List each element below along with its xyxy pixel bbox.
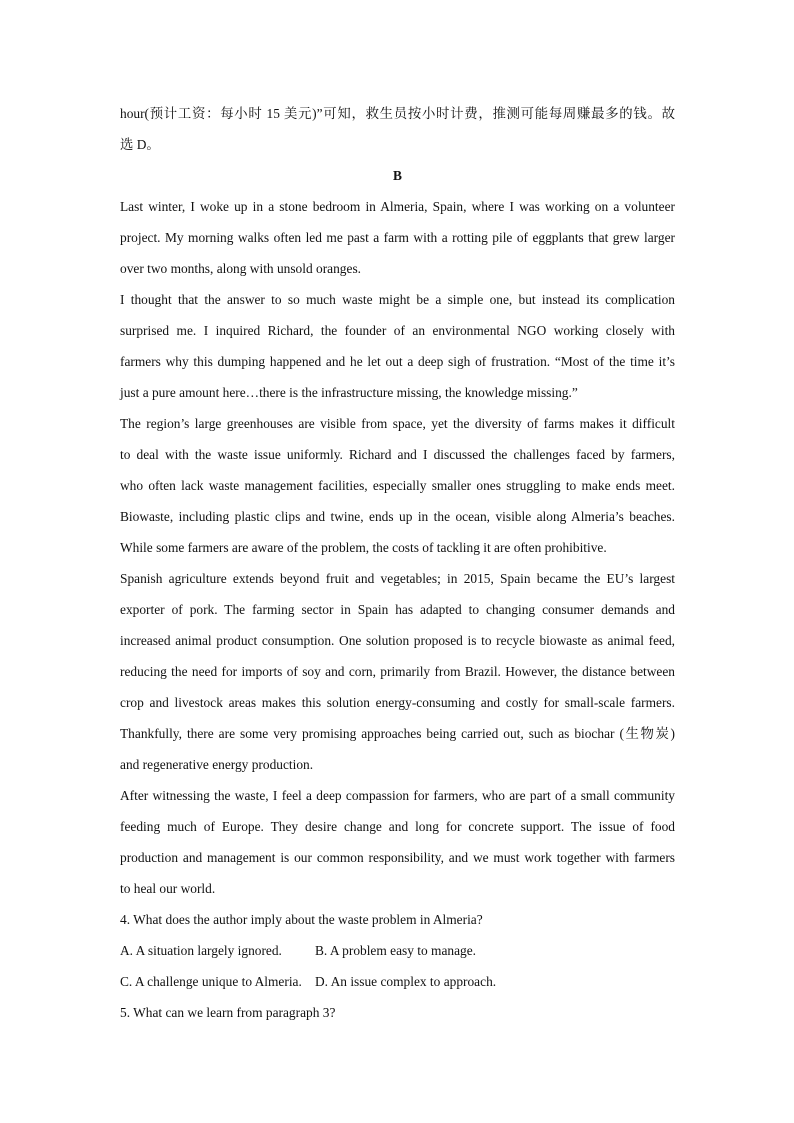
paragraph-line: over two months, along with unsold oranges.	[120, 261, 362, 276]
paragraph-line: I thought that the answer to so much waste might be a simple one, but instead its complication	[120, 292, 675, 307]
paragraph-line: to heal our world.	[120, 881, 216, 896]
intro-line-1: hour(预计工资：每小时 15 美元)”可知，救生员按小时计费，推测可能每周赚最多的钱。故	[120, 106, 675, 121]
option-d: D. An issue complex to approach.	[315, 974, 497, 989]
section-title: B	[393, 168, 402, 183]
paragraph-line: who often lack waste management facilities, especially smaller ones struggling to make ends meet.	[120, 478, 675, 493]
paragraph-line: project. My morning walks often led me past a farm with a rotting pile of eggplants that grew larger	[120, 230, 675, 245]
question-5	[120, 997, 675, 1028]
paragraph-3	[120, 408, 675, 563]
paragraph-line: production and management is our common responsibility, and we must work together with farmers	[120, 850, 675, 865]
paragraph-line: just a pure amount here…there is the infrastructure missing, the knowledge missing.”	[120, 385, 578, 400]
paragraph-5	[120, 780, 675, 904]
paragraph-line: surprised me. I inquired Richard, the founder of an environmental NGO working closely with	[120, 323, 675, 338]
options-row-1	[120, 935, 675, 966]
paragraph-line: Biowaste, including plastic clips and twine, ends up in the ocean, visible along Almeria’s beaches.	[120, 509, 675, 524]
paragraph-line: After witnessing the waste, I feel a deep compassion for farmers, who are part of a small community	[120, 788, 675, 803]
paragraph-line: The region’s large greenhouses are visible from space, yet the diversity of farms makes it difficult	[120, 416, 675, 431]
paragraph-line: and regenerative energy production.	[120, 757, 314, 772]
paragraph-line: to deal with the waste issue uniformly. Richard and I discussed the challenges faced by farmers,	[120, 447, 675, 462]
paragraph-line: reducing the need for imports of soy and corn, primarily from Brazil. However, the distance between	[120, 664, 675, 679]
paragraph-line: crop and livestock areas makes this solution energy-consuming and costly for small-scale farmers.	[120, 695, 675, 710]
paragraph-line: Last winter, I woke up in a stone bedroom in Almeria, Spain, where I was working on a volunteer	[120, 199, 675, 214]
paragraph-line: Thankfully, there are some very promising approaches being carried out, such as biochar (生物炭)	[120, 726, 675, 741]
paragraph-line: While some farmers are aware of the problem, the costs of tackling it are often prohibitive.	[120, 540, 607, 555]
question-stem: 5. What can we learn from paragraph 3?	[120, 1005, 336, 1020]
question-4	[120, 904, 675, 997]
option-c: C. A challenge unique to Almeria.	[120, 974, 302, 989]
document-page	[120, 98, 675, 1028]
intro-line-2: 选 D。	[120, 137, 160, 152]
paragraph-4	[120, 563, 675, 780]
paragraph-line: increased animal product consumption. One solution proposed is to recycle biowaste as animal feed,	[120, 633, 675, 648]
options-row-2	[120, 966, 675, 997]
question-stem: 4. What does the author imply about the waste problem in Almeria?	[120, 912, 483, 927]
paragraph-line: Spanish agriculture extends beyond fruit and vegetables; in 2015, Spain became the EU’s largest	[120, 571, 675, 586]
paragraph-line: farmers why this dumping happened and he let out a deep sigh of frustration. “Most of the time it’s	[120, 354, 675, 369]
paragraph-1	[120, 191, 675, 284]
paragraph-2	[120, 284, 675, 408]
paragraph-line: exporter of pork. The farming sector in Spain has adapted to changing consumer demands and	[120, 602, 675, 617]
paragraph-line: feeding much of Europe. They desire change and long for concrete support. The issue of food	[120, 819, 675, 834]
option-b: B. A problem easy to manage.	[315, 943, 477, 958]
option-a: A. A situation largely ignored.	[120, 943, 282, 958]
